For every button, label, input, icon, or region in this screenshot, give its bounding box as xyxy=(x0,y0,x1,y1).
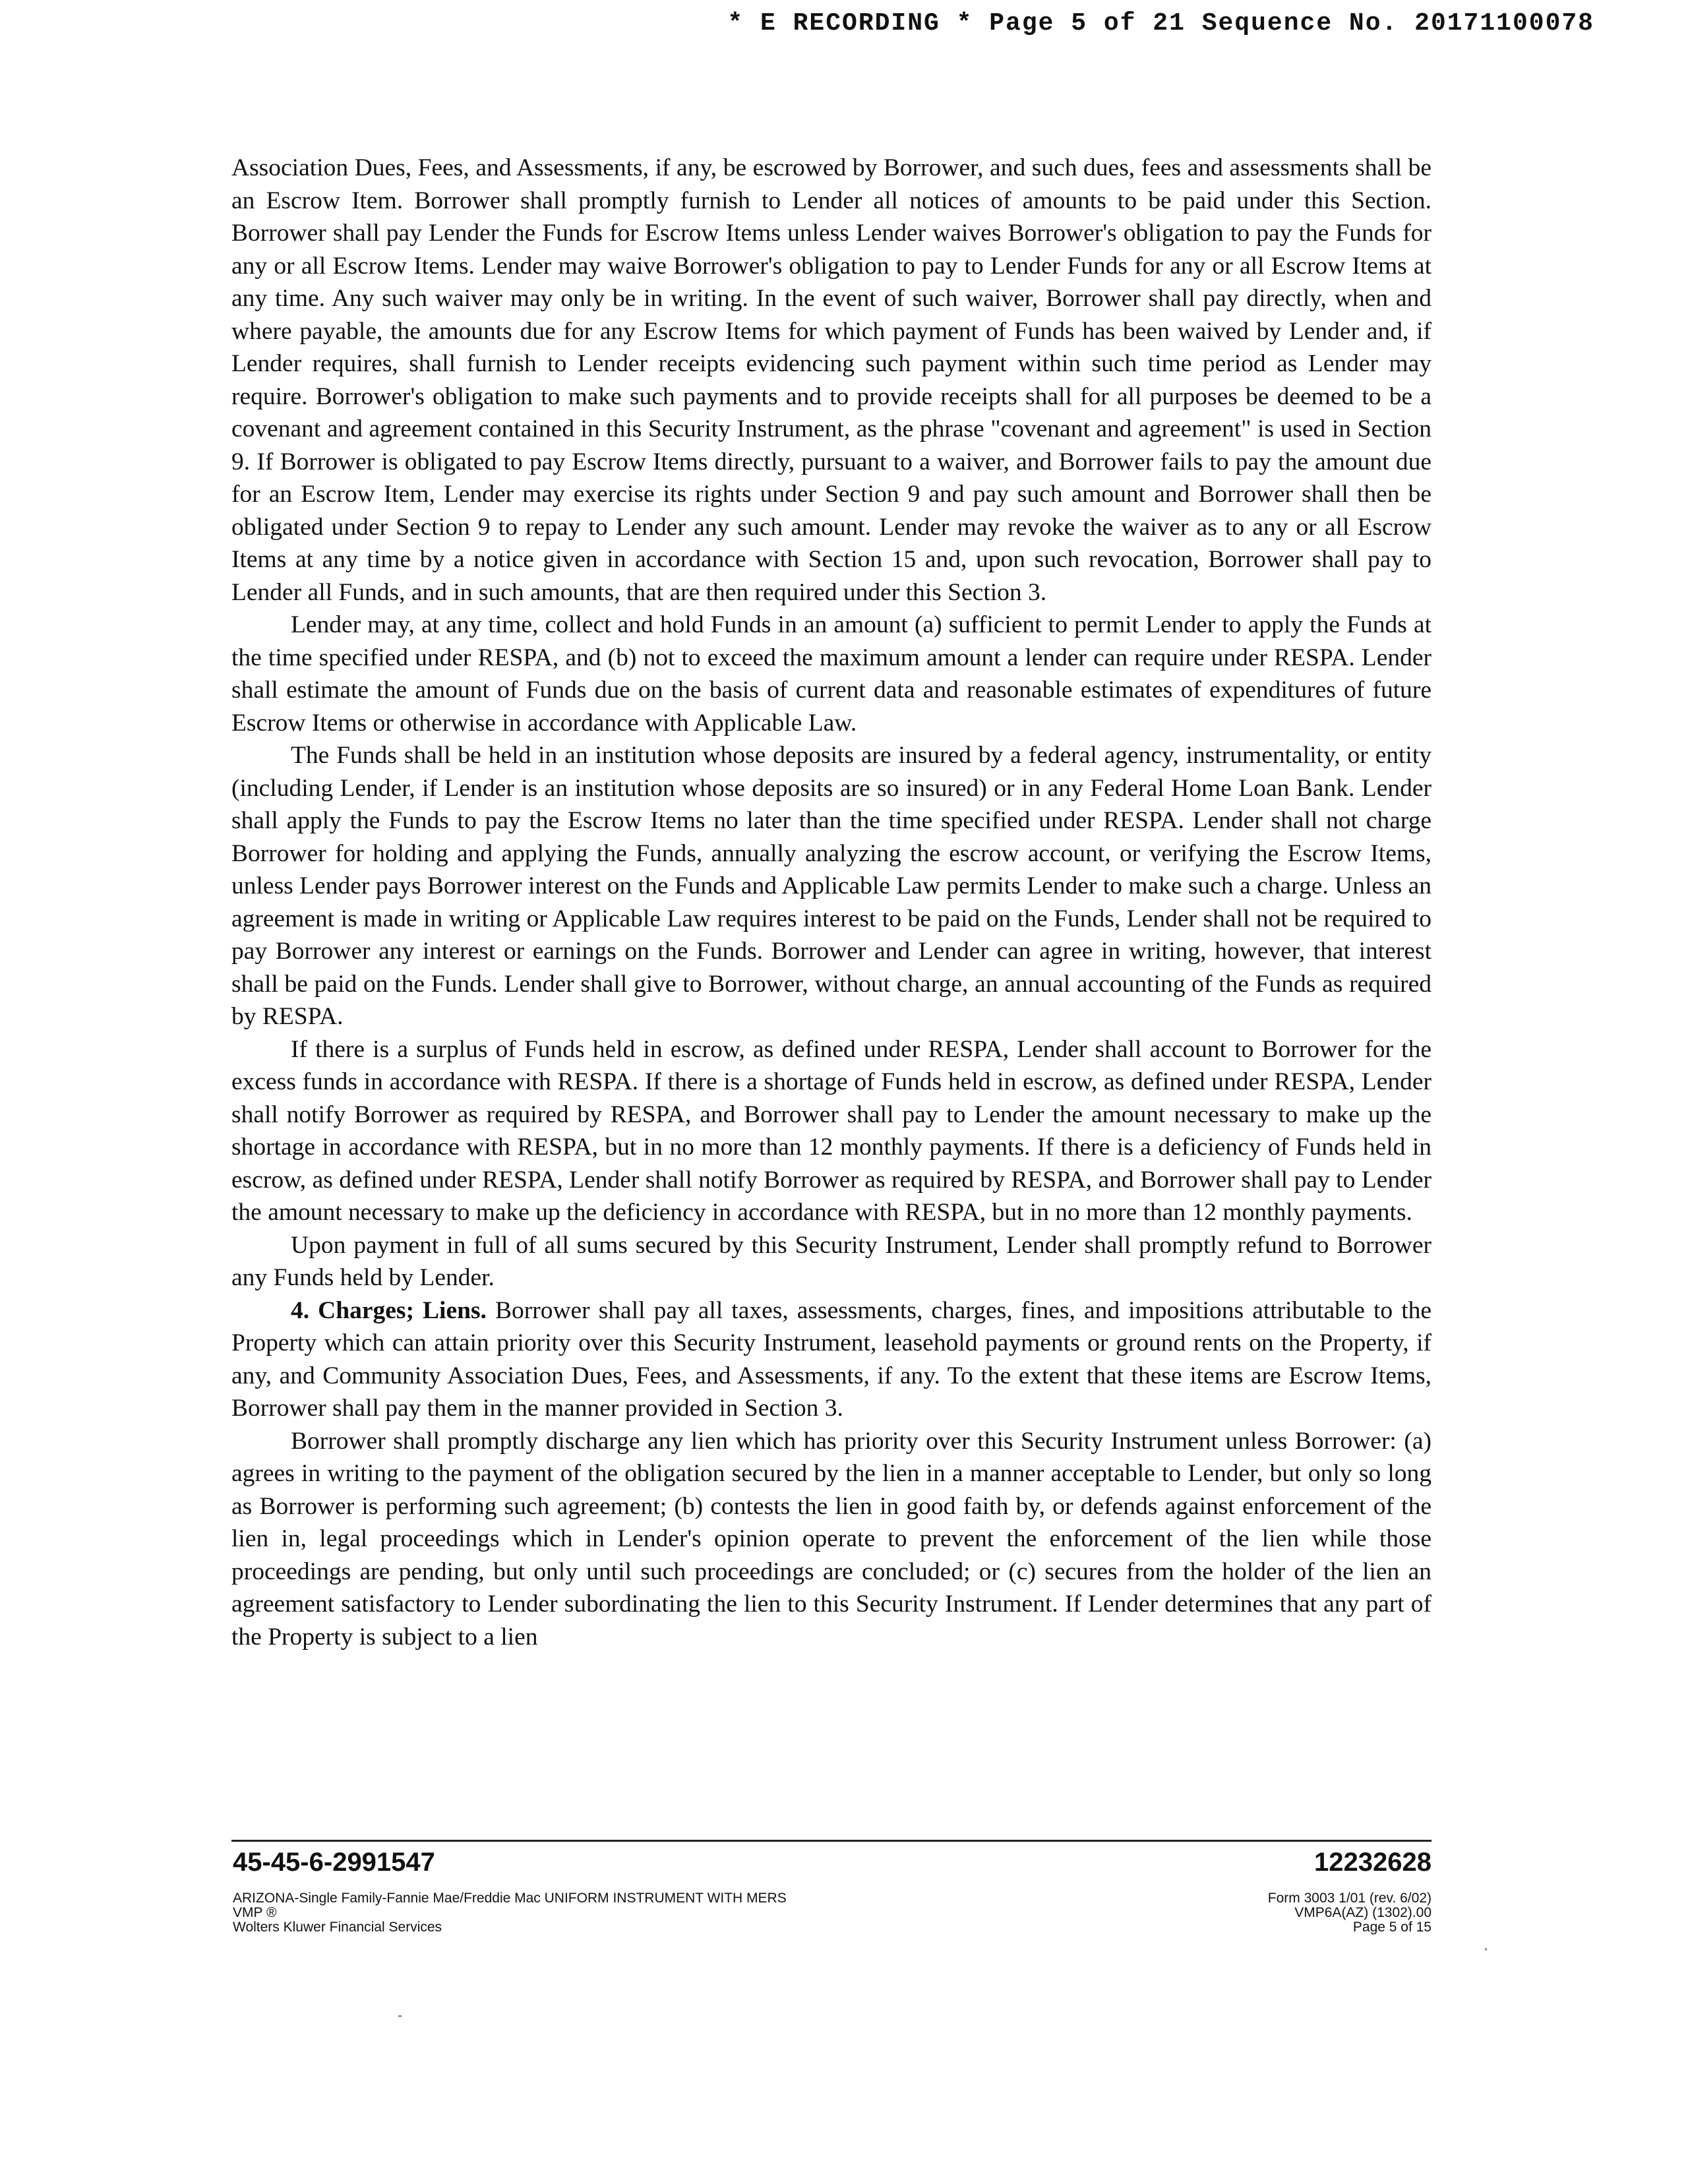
section-text: Borrower shall pay all taxes, assessments, charges, fines, and impositions attributable to the Property which can attain priority over this Security Instrument, leasehold payments or ground rents on the Property, if any, and Community Association Dues, Fees, and Assessments, if any. To the extent that these items are Escrow Items, Borrower shall pay them in the manner provided in Section 3. xyxy=(231,1296,1432,1422)
paragraph-charges-liens xyxy=(231,1294,1432,1425)
recording-header: * E RECORDING * Page 5 of 21 Sequence No. 20171100078 xyxy=(727,9,1594,38)
section-number: 4. xyxy=(291,1296,310,1324)
footer-publisher: Wolters Kluwer Financial Services xyxy=(233,1920,442,1935)
paragraph-refund: Upon payment in full of all sums secured by this Security Instrument, Lender shall promptly refund to Borrower any Funds held by Lender. xyxy=(231,1231,1432,1291)
scan-speck xyxy=(1485,1948,1487,1951)
scan-speck xyxy=(398,2015,402,2017)
footer-form-description xyxy=(233,1891,787,1935)
paragraph-surplus-shortage: If there is a surplus of Funds held in escrow, as defined under RESPA, Lender shall account to Borrower for the excess funds in accordance with RESPA. If there is a shortage of Funds held in escrow, as defined under RESPA, Lender shall notify Borrower as required by RESPA, and Borrower shall pay to Lender the amount necessary to make up the shortage in accordance with RESPA, but in no more than 12 monthly payments. If there is a deficiency of Funds held in escrow, as defined under RESPA, Lender shall notify Borrower as required by RESPA, and Borrower shall pay to Lender the amount necessary to make up the deficiency in accordance with RESPA, but in no more than 12 monthly payments. xyxy=(231,1035,1432,1226)
footer-form-code: VMP6A(AZ) (1302).00 xyxy=(1294,1905,1432,1920)
paragraph-collect-funds: Lender may, at any time, collect and hold Funds in an amount (a) sufficient to permit Lender to apply the Funds at the time specified under RESPA, and (b) not to exceed the maximum amount a lender can require under RESPA. Lender shall estimate the amount of Funds due on the basis of current data and reasonable estimates of expenditures of future Escrow Items or otherwise in accordance with Applicable Law. xyxy=(231,611,1432,737)
loan-number: 45-45-6-2991547 xyxy=(233,1848,435,1877)
paragraph-funds-institution: The Funds shall be held in an institution whose deposits are insured by a federal agency, instrumentality, or entity (including Lender, if Lender is an institution whose deposits are so insured) or in any Federal Home Loan Bank. Lender shall apply the Funds to pay the Escrow Items no later than the time specified under RESPA. Lender shall not charge Borrower for holding and applying the Funds, annually analyzing the escrow account, or verifying the Escrow Items, unless Lender pays Borrower interest on the Funds and Applicable Law permits Lender to make such a charge. Unless an agreement is made in writing or Applicable Law requires interest to be paid on the Funds, Lender shall not be required to pay Borrower any interest or earnings on the Funds. Borrower and Lender can agree in writing, however, that interest shall be paid on the Funds. Lender shall give to Borrower, without charge, an annual accounting of the Funds as required by RESPA. xyxy=(231,742,1432,1030)
footer-form-title: ARIZONA-Single Family-Fannie Mae/Freddie Mac UNIFORM INSTRUMENT WITH MERS xyxy=(233,1891,787,1906)
paragraph-escrow-waiver: Association Dues, Fees, and Assessments, if any, be escrowed by Borrower, and such dues, fees and assessments shall be an Escrow Item. Borrower shall promptly furnish to Lender all notices of amounts to be paid under this Section. Borrower shall pay Lender the Funds for Escrow Items unless Lender waives Borrower's obligation to pay the Funds for any or all Escrow Items. Lender may waive Borrower's obligation to pay to Lender Funds for any or all Escrow Items at any time. Any such waiver may only be in writing. In the event of such waiver, Borrower shall pay directly, when and where payable, the amounts due for any Escrow Items for which payment of Funds has been waived by Lender and, if Lender requires, shall furnish to Lender receipts evidencing such payment within such time period as Lender may require. Borrower's obligation to make such payments and to provide receipts shall for all purposes be deemed to be a covenant and agreement contained in this Security Instrument, as the phrase "covenant and agreement" is used in Section 9. If Borrower is obligated to pay Escrow Items directly, pursuant to a waiver, and Borrower fails to pay the amount due for an Escrow Item, Lender may exercise its rights under Section 9 and pay such amount and Borrower shall then be obligated under Section 9 to repay to Lender any such amount. Lender may revoke the waiver as to any or all Escrow Items at any time by a notice given in accordance with Section 15 and, upon such revocation, Borrower shall pay to Lender all Funds, and in such amounts, that are then required under this Section 3. xyxy=(231,154,1432,606)
footer-page-number: Page 5 of 15 xyxy=(1352,1920,1432,1935)
section-title: Charges; Liens. xyxy=(318,1296,487,1324)
footer-vmp-mark: VMP ® xyxy=(233,1905,277,1920)
file-number: 12232628 xyxy=(1314,1848,1432,1877)
footer-form-info xyxy=(1268,1891,1432,1935)
document-body xyxy=(231,152,1432,1653)
paragraph-discharge-lien: Borrower shall promptly discharge any lien which has priority over this Security Instrument unless Borrower: (a) agrees in writing to the payment of the obligation secured by the lien in a manner acceptable to Lender, but only so long as Borrower is performing such agreement; (b) contests the lien in good faith by, or defends against enforcement of the lien in, legal proceedings which in Lender's opinion operate to prevent the enforcement of the lien while those proceedings are pending, but only until such proceedings are concluded; or (c) secures from the holder of the lien an agreement satisfactory to Lender subordinating the lien to this Security Instrument. If Lender determines that any part of the Property is subject to a lien xyxy=(231,1427,1432,1651)
footer-divider xyxy=(231,1840,1432,1842)
footer-form-number: Form 3003 1/01 (rev. 6/02) xyxy=(1267,1891,1432,1906)
